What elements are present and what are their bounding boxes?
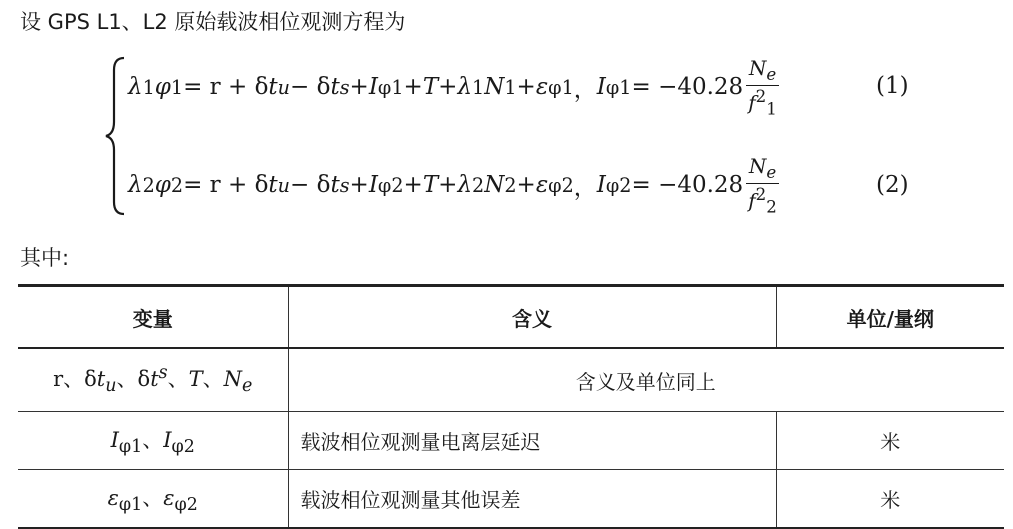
variable-cell: $\varepsilon_{\varphi 1}$、$\varepsilon_{\varphi 2}$ [18,470,288,529]
fraction-2: $\frac{N_e}{f^2_2}$ [745,154,780,217]
equation-1: λ 1 φ 1 = r + δ t u − δ t s + I φ1 + T + λ 1 N 1 + ε φ1 ， I φ1 = −40.28 $\frac{N_e}{f^2_1}$ [128,56,782,118]
intro-text: 设 GPS L1、L2 原始载波相位观测方程为 [20,10,406,34]
header-variable: 变量 [18,286,288,349]
variable-cell: r、$\delta t_u$、$\delta t^s$、T、$N_e$ [18,348,288,412]
variables-table [18,284,1004,529]
left-brace [104,56,126,216]
meaning-cell: 含义及单位同上 [288,348,1004,412]
table-row [18,412,1004,470]
equation-2: λ 2 φ 2 = r + δ t u − δ t s + I φ2 + T + λ 2 N 2 + ε φ2 ， I φ2 = −40.28 $\frac{N_e}{f^2_2}$ [128,154,782,216]
among-label: 其中: [20,246,70,270]
unit-cell: 米 [776,470,1004,529]
table-row [18,348,1004,412]
header-meaning: 含义 [288,286,776,349]
meaning-cell: 载波相位观测量其他误差 [288,470,776,529]
variable-cell: $I_{\varphi 1}$、$I_{\varphi 2}$ [18,412,288,470]
equation-number-2: (2) [876,172,909,198]
equation-number-1: (1) [876,73,909,99]
header-unit: 单位/量纲 [776,286,1004,349]
table-header-row [18,286,1004,349]
fraction-1: $\frac{N_e}{f^2_1}$ [745,56,780,119]
table-row [18,470,1004,529]
unit-cell: 米 [776,412,1004,470]
meaning-cell: 载波相位观测量电离层延迟 [288,412,776,470]
